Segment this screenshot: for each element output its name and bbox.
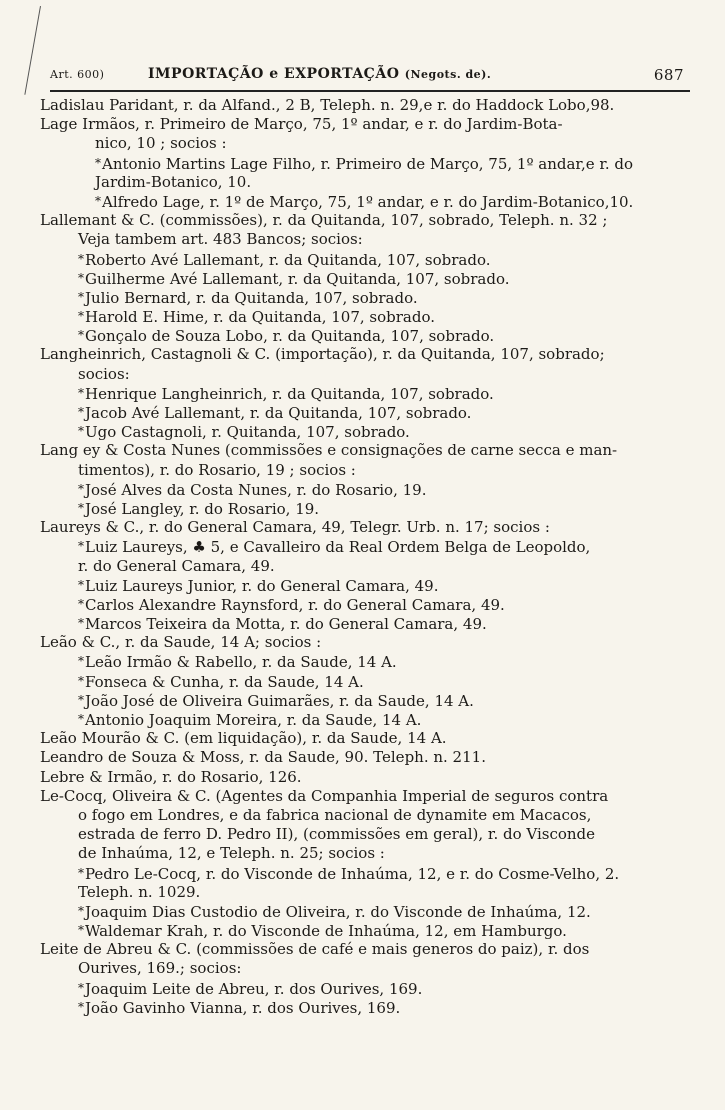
entry-heading-line (0, 729, 725, 748)
entry-detail-line (0, 499, 725, 518)
entry-detail-line (0, 672, 725, 691)
entry-text: Harold E. Hime, r. da Quitanda, 107, sobrado. (85, 308, 435, 327)
entry-text: Ladislau Paridant, r. da Alfand., 2 B, Teleph. n. 29,e r. do Haddock Lobo,98. (40, 96, 615, 114)
entry-text: r. do General Camara, 49. (78, 556, 275, 575)
entry-text: Leite de Abreu & C. (commissões de café e mais generos do paiz), r. dos (40, 940, 590, 959)
partner-asterisk: * (78, 712, 84, 726)
partner-asterisk: * (95, 193, 101, 208)
page-header (50, 62, 690, 84)
entry-text: Le-Cocq, Oliveira & C. (Agentes da Companhia Imperial de seguros contra (40, 786, 609, 805)
entry-detail-line (0, 307, 725, 326)
entry-heading-line (0, 940, 725, 959)
partner-asterisk: * (78, 980, 84, 995)
entry-text: Antonio Martins Lage Filho, r. Primeiro de Março, 75, 1º andar,e r. do (102, 154, 634, 173)
partner-asterisk: * (78, 270, 84, 285)
entry-heading-line (0, 115, 725, 134)
entry-detail-line (0, 537, 725, 556)
entry-text: Veja tambem art. 483 Bancos; socios: (78, 230, 363, 249)
entry-text: socios: (78, 364, 130, 383)
margin-bracket (24, 6, 41, 95)
entry-detail-line (0, 595, 725, 614)
partner-asterisk: * (78, 309, 84, 324)
entry-detail-line (0, 652, 725, 671)
entry-text: José Langley, r. do Rosario, 19. (85, 499, 320, 518)
entry-heading-line (0, 211, 725, 230)
directory-entries (0, 96, 725, 1017)
entry-heading-line (0, 345, 725, 364)
header-title-main: IMPORTAÇÃO e EXPORTAÇÃO (148, 66, 400, 82)
partner-asterisk: * (78, 405, 84, 419)
entry-text: Lage Irmãos, r. Primeiro de Março, 75, 1º andar, e r. do Jardim-Bota- (40, 115, 563, 134)
entry-text: Marcos Teixeira da Motta, r. do General Camara, 49. (85, 615, 487, 634)
entry-heading-line (0, 518, 725, 537)
entry-text: Teleph. n. 1029. (78, 882, 201, 901)
partner-asterisk: * (78, 673, 84, 688)
entry-text: José Alves da Costa Nunes, r. do Rosario, 19. (85, 480, 427, 499)
partner-asterisk: * (78, 251, 84, 266)
entry-detail-line (0, 557, 725, 576)
entry-text: João José de Oliveira Guimarães, r. da Saude, 14 A. (85, 691, 474, 710)
entry-detail-line (0, 998, 725, 1017)
entry-text: Ourives, 169.; socios: (78, 959, 242, 978)
partner-asterisk: * (78, 500, 84, 515)
entry-detail-line (0, 864, 725, 883)
partner-asterisk: * (78, 424, 84, 439)
entry-detail-line (0, 959, 725, 978)
entry-detail-line (0, 326, 725, 345)
partner-asterisk: * (78, 654, 84, 669)
entry-detail-line (0, 844, 725, 863)
entry-text: Joaquim Leite de Abreu, r. dos Ourives, 169. (85, 979, 423, 998)
entry-text: Leão Irmão & Rabello, r. da Saude, 14 A. (85, 653, 397, 672)
entry-text: nico, 10 ; socios : (95, 134, 227, 153)
entry-heading-line (0, 748, 725, 767)
entry-text: Julio Bernard, r. da Quitanda, 107, sobrado. (85, 288, 418, 307)
entry-heading-line (0, 633, 725, 652)
partner-asterisk: * (78, 596, 84, 611)
entry-detail-line (0, 691, 725, 710)
entry-text: Antonio Joaquim Moreira, r. da Saude, 14 A. (85, 711, 422, 729)
entry-detail-line (0, 979, 725, 998)
partner-asterisk: * (78, 328, 84, 343)
entry-detail-line (0, 883, 725, 902)
entry-text: Alfredo Lage, r. 1º de Março, 75, 1º andar, e r. do Jardim-Botanico,10. (102, 192, 634, 211)
entry-detail-line (0, 230, 725, 249)
partner-asterisk: * (78, 539, 84, 554)
entry-text: Gonçalo de Souza Lobo, r. da Quitanda, 107, sobrado. (85, 327, 495, 346)
entry-detail-line (0, 614, 725, 633)
entry-text: Guilherme Avé Lallemant, r. da Quitanda, 107, sobrado. (85, 269, 510, 288)
entry-heading-line (0, 787, 725, 806)
entry-detail-line (0, 403, 725, 422)
partner-asterisk: * (78, 692, 84, 707)
entry-detail-line (0, 173, 725, 192)
entry-text: Langheinrich, Castagnoli & C. (importação), r. da Quitanda, 107, sobrado; (40, 345, 605, 364)
entry-text: Lang ey & Costa Nunes (commissões e consignações de carne secca e man- (40, 441, 618, 460)
entry-heading-line (0, 768, 725, 787)
entry-detail-line (0, 461, 725, 480)
entry-text: Luiz Laureys Junior, r. do General Camara, 49. (85, 576, 439, 595)
entry-detail-line (0, 710, 725, 729)
entry-text: Jacob Avé Lallemant, r. da Quitanda, 107, sobrado. (85, 404, 472, 422)
entry-text: estrada de ferro D. Pedro II), (commissões em geral), r. do Visconde (78, 825, 596, 844)
entry-detail-line (0, 250, 725, 269)
page-number: 687 (653, 66, 684, 84)
entry-detail-line (0, 154, 725, 173)
partner-asterisk: * (78, 289, 84, 304)
entry-detail-line (0, 384, 725, 403)
entry-text: de Inhaúma, 12, e Teleph. n. 25; socios : (78, 844, 385, 863)
entry-text: Leão & C., r. da Saude, 14 A; socios : (40, 633, 322, 652)
partner-asterisk: * (78, 385, 84, 400)
entry-text: Henrique Langheinrich, r. da Quitanda, 107, sobrado. (85, 384, 494, 403)
entry-text: Fonseca & Cunha, r. da Saude, 14 A. (85, 672, 364, 691)
entry-heading-line (0, 441, 725, 460)
partner-asterisk: * (78, 923, 84, 938)
partner-asterisk: * (78, 481, 84, 496)
partner-asterisk: * (78, 865, 84, 880)
entry-text: Carlos Alexandre Raynsford, r. do General Camara, 49. (85, 595, 505, 614)
entry-text: Luiz Laureys, ♣ 5, e Cavalleiro da Real Ordem Belga de Leopoldo, (85, 538, 591, 557)
entry-heading-line (0, 96, 725, 115)
header-rule (50, 90, 690, 92)
header-title-sub: (Negots. de). (404, 68, 492, 81)
entry-text: timentos), r. do Rosario, 19 ; socios : (78, 460, 356, 479)
entry-text: Jardim-Botanico, 10. (95, 172, 252, 191)
partner-asterisk: * (78, 999, 84, 1014)
entry-text: Waldemar Krah, r. do Visconde de Inhaúma, 12, em Hamburgo. (85, 922, 567, 941)
entry-detail-line (0, 134, 725, 153)
entry-text: Leão Mourão & C. (em liquidação), r. da Saude, 14 A. (40, 729, 447, 748)
entry-text: o fogo em Londres, e da fabrica nacional de dynamite em Macacos, (78, 805, 592, 824)
entry-detail-line (0, 921, 725, 940)
header-article: Art. 600) (50, 68, 105, 81)
entry-text: Ugo Castagnoli, r. Quitanda, 107, sobrado. (85, 423, 410, 442)
partner-asterisk: * (95, 155, 101, 170)
partner-asterisk: * (78, 577, 84, 592)
entry-text: Lallemant & C. (commissões), r. da Quitanda, 107, sobrado, Teleph. n. 32 ; (40, 211, 608, 230)
entry-text: Roberto Avé Lallemant, r. da Quitanda, 107, sobrado. (85, 250, 491, 269)
entry-text: Leandro de Souza & Moss, r. da Saude, 90. Teleph. n. 211. (40, 748, 486, 767)
entry-detail-line (0, 365, 725, 384)
entry-text: João Gavinho Vianna, r. dos Ourives, 169. (85, 998, 401, 1017)
entry-text: Joaquim Dias Custodio de Oliveira, r. do Visconde de Inhaúma, 12. (85, 902, 591, 921)
entry-detail-line (0, 902, 725, 921)
entry-detail-line (0, 480, 725, 499)
entry-text: Pedro Le-Cocq, r. do Visconde de Inhaúma, 12, e r. do Cosme-Velho, 2. (85, 864, 620, 883)
entry-detail-line (0, 192, 725, 211)
entry-text: Lebre & Irmão, r. do Rosario, 126. (40, 767, 302, 786)
partner-asterisk: * (78, 616, 84, 631)
entry-detail-line (0, 269, 725, 288)
entry-detail-line (0, 288, 725, 307)
entry-detail-line (0, 825, 725, 844)
entry-text: Laureys & C., r. do General Camara, 49, Telegr. Urb. n. 17; socios : (40, 518, 550, 537)
entry-detail-line (0, 422, 725, 441)
partner-asterisk: * (78, 903, 84, 918)
header-title (148, 66, 491, 82)
entry-detail-line (0, 576, 725, 595)
entry-detail-line (0, 806, 725, 825)
